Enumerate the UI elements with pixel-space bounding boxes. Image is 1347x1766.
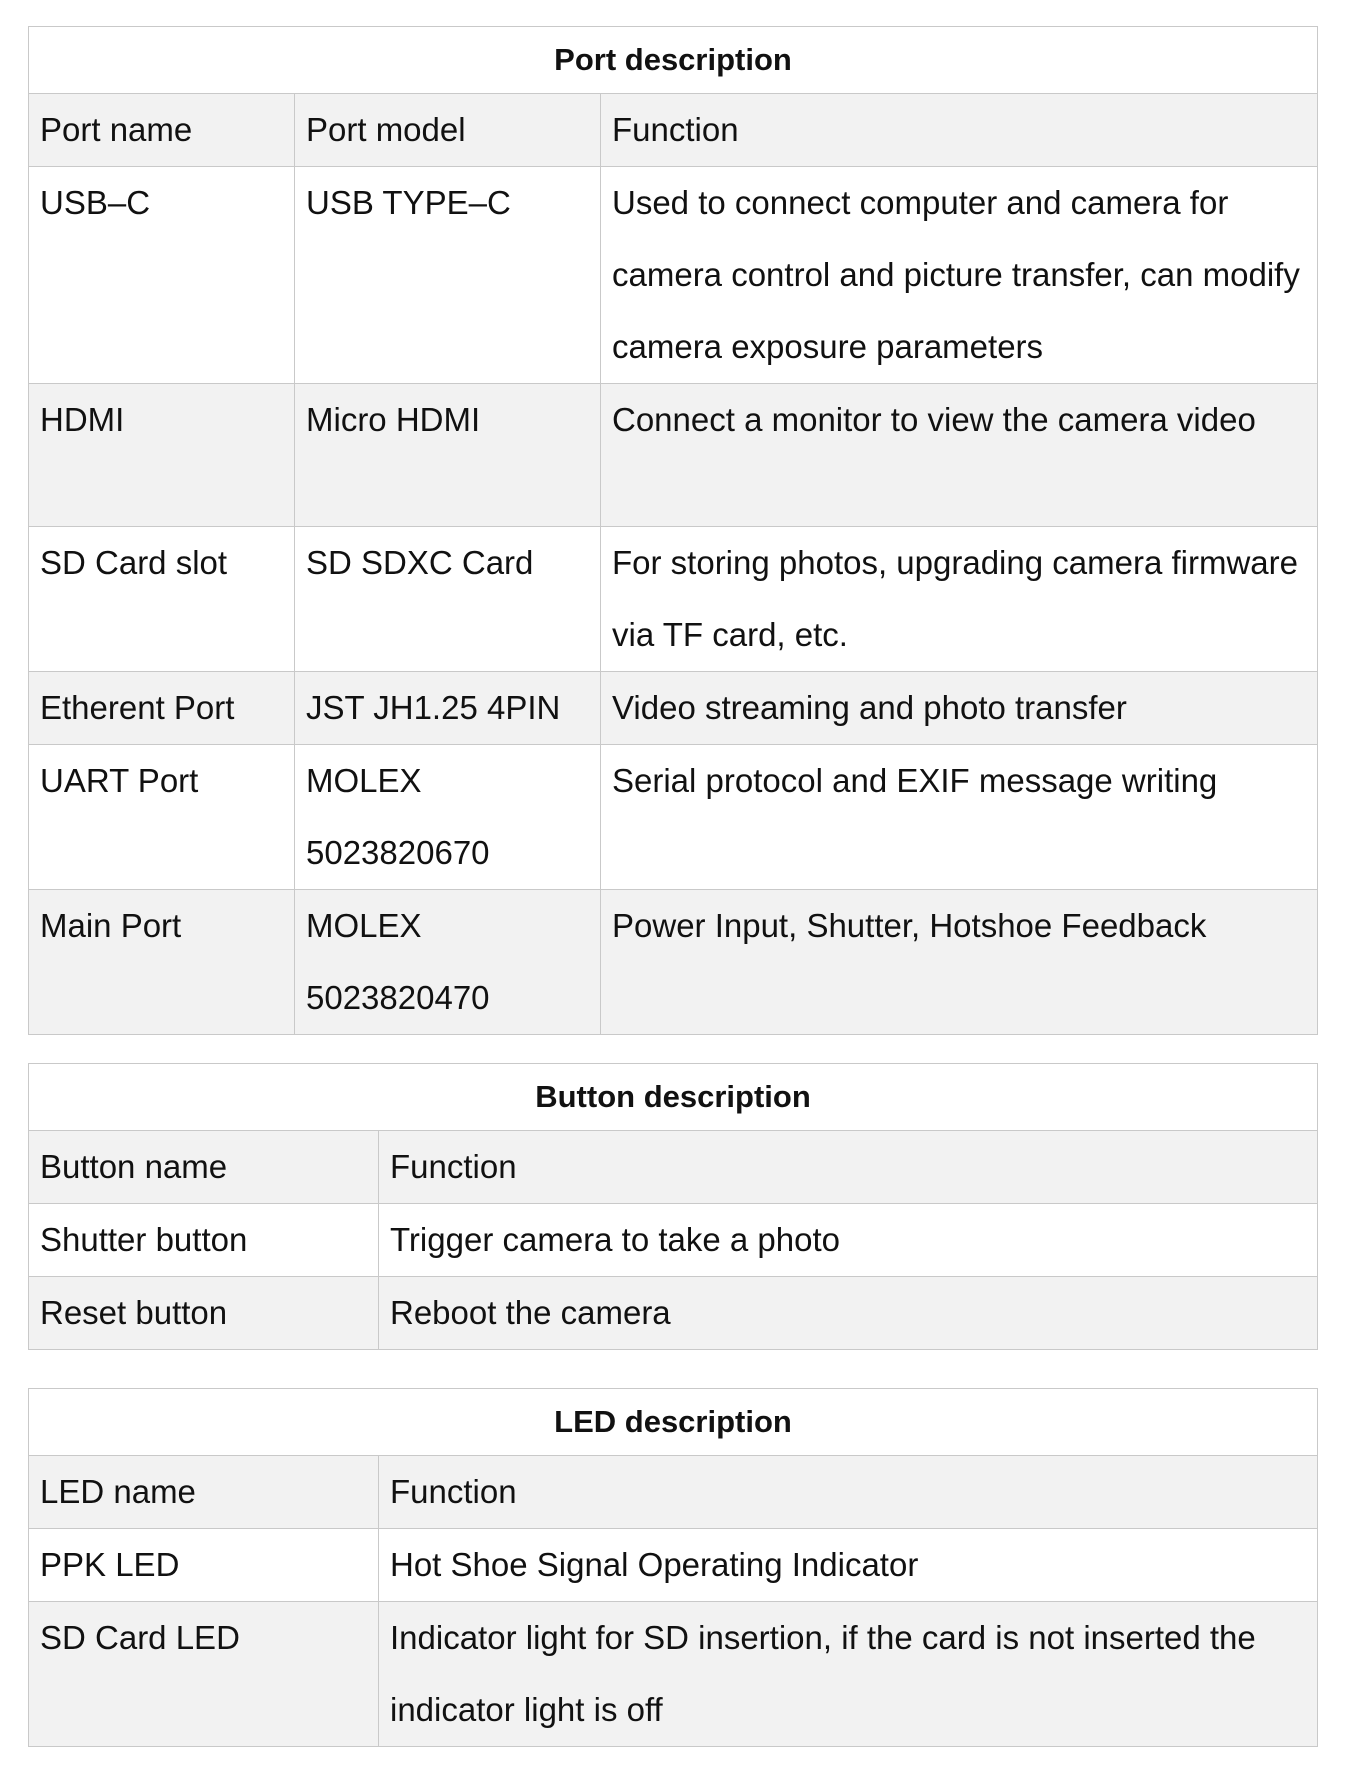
table-caption: LED description — [29, 1389, 1318, 1456]
table-header-row — [29, 1456, 1318, 1529]
port-model-cell: Micro HDMI — [295, 384, 601, 527]
port-model-cell: USB TYPE–C — [295, 167, 601, 384]
button-description-table — [28, 1063, 1318, 1350]
table-row — [29, 672, 1318, 745]
table-row — [29, 167, 1318, 384]
function-cell: Used to connect computer and camera for camera control and picture transfer, can modify camera exposure parameters — [601, 167, 1318, 384]
column-header: Function — [379, 1456, 1318, 1529]
function-cell: Reboot the camera — [379, 1277, 1318, 1350]
table-caption: Port description — [29, 27, 1318, 94]
button-name-cell: Reset button — [29, 1277, 379, 1350]
port-model-cell: MOLEX 5023820670 — [295, 745, 601, 890]
port-name-cell: HDMI — [29, 384, 295, 527]
column-header: Button name — [29, 1131, 379, 1204]
function-cell: Power Input, Shutter, Hotshoe Feedback — [601, 890, 1318, 1035]
button-name-cell: Shutter button — [29, 1204, 379, 1277]
function-cell: Hot Shoe Signal Operating Indicator — [379, 1529, 1318, 1602]
port-name-cell: USB–C — [29, 167, 295, 384]
function-cell: Trigger camera to take a photo — [379, 1204, 1318, 1277]
table-row — [29, 1529, 1318, 1602]
column-header: LED name — [29, 1456, 379, 1529]
table-header-row — [29, 1131, 1318, 1204]
led-name-cell: SD Card LED — [29, 1602, 379, 1747]
port-model-cell: JST JH1.25 4PIN — [295, 672, 601, 745]
column-header: Port name — [29, 94, 295, 167]
table-header-row — [29, 94, 1318, 167]
function-cell: Video streaming and photo transfer — [601, 672, 1318, 745]
port-name-cell: Main Port — [29, 890, 295, 1035]
led-description-table — [28, 1388, 1318, 1747]
port-name-cell: UART Port — [29, 745, 295, 890]
port-model-cell: SD SDXC Card — [295, 527, 601, 672]
port-description-table — [28, 26, 1318, 1035]
table-row — [29, 890, 1318, 1035]
table-row — [29, 527, 1318, 672]
table-row — [29, 1277, 1318, 1350]
document — [28, 26, 1317, 1747]
column-header: Function — [379, 1131, 1318, 1204]
function-cell: Connect a monitor to view the camera video — [601, 384, 1318, 527]
column-header: Port model — [295, 94, 601, 167]
port-name-cell: Etherent Port — [29, 672, 295, 745]
column-header: Function — [601, 94, 1318, 167]
led-name-cell: PPK LED — [29, 1529, 379, 1602]
table-row — [29, 745, 1318, 890]
port-name-cell: SD Card slot — [29, 527, 295, 672]
function-cell: For storing photos, upgrading camera firmware via TF card, etc. — [601, 527, 1318, 672]
table-row — [29, 384, 1318, 527]
table-caption: Button description — [29, 1064, 1318, 1131]
table-row — [29, 1204, 1318, 1277]
port-model-cell: MOLEX 5023820470 — [295, 890, 601, 1035]
function-cell: Indicator light for SD insertion, if the card is not inserted the indicator light is off — [379, 1602, 1318, 1747]
table-row — [29, 1602, 1318, 1747]
function-cell: Serial protocol and EXIF message writing — [601, 745, 1318, 890]
